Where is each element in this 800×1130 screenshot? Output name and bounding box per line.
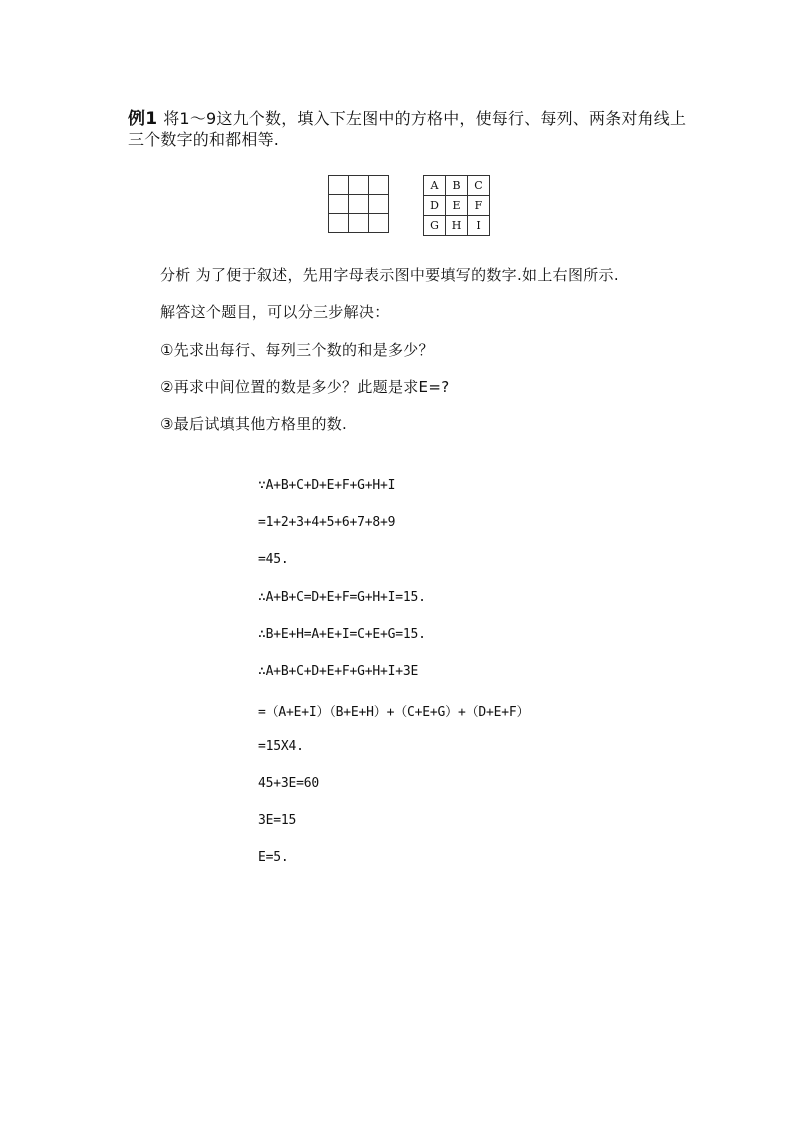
steps-intro: 解答这个题目，可以分三步解决： <box>160 303 390 321</box>
empty-cell <box>349 214 369 233</box>
step-2: ②再求中间位置的数是多少？此题是求E=? <box>160 378 450 396</box>
derivation-line: =（A+E+I）（B+E+H）+（C+E+G）+（D+E+F） <box>258 705 530 720</box>
problem-text-line-2: 三个数字的和都相等. <box>128 130 280 149</box>
grid-cell-c: C <box>468 176 490 196</box>
problem-text-line-1: 将1～9这九个数，填入下左图中的方格中，使每行、每列、两条对角线上 <box>163 109 687 128</box>
grid-cell-a: A <box>424 176 446 196</box>
letter-grid <box>423 175 490 236</box>
empty-cell <box>349 195 369 214</box>
derivation-line: =1+2+3+4+5+6+7+8+9 <box>258 515 396 530</box>
empty-cell <box>369 214 389 233</box>
derivation-line: ∴A+B+C+D+E+F+G+H+I+3E <box>258 664 419 679</box>
analysis-intro: 分析 为了便于叙述，先用字母表示图中要填写的数字.如上右图所示. <box>160 266 619 284</box>
derivation-line: =15X4. <box>258 739 304 754</box>
grid-cell-g: G <box>424 216 446 236</box>
grid-cell-d: D <box>424 196 446 216</box>
derivation-line: ∴A+B+C=D+E+F=G+H+I=15. <box>258 590 426 605</box>
empty-cell <box>349 176 369 195</box>
step-1: ①先求出每行、每列三个数的和是多少？ <box>160 341 434 359</box>
grid-cell-h: H <box>446 216 468 236</box>
derivation-line: =45. <box>258 552 289 567</box>
grid-cell-f: F <box>468 196 490 216</box>
empty-cell <box>369 176 389 195</box>
empty-cell <box>329 195 349 214</box>
grid-cell-i: I <box>468 216 490 236</box>
empty-cell <box>329 176 349 195</box>
derivation-line: ∵A+B+C+D+E+F+G+H+I <box>258 478 396 493</box>
derivation-line: E=5. <box>258 850 289 865</box>
derivation-line: ∴B+E+H=A+E+I=C+E+G=15. <box>258 627 426 642</box>
problem-label: 例1 <box>128 109 158 129</box>
empty-grid <box>328 175 389 233</box>
empty-cell <box>329 214 349 233</box>
derivation-line: 45+3E=60 <box>258 776 320 791</box>
problem-line-1 <box>128 104 686 129</box>
empty-cell <box>369 195 389 214</box>
grid-cell-e: E <box>446 196 468 216</box>
step-3: ③最后试填其他方格里的数. <box>160 415 348 433</box>
derivation-line: 3E=15 <box>258 813 297 828</box>
grid-cell-b: B <box>446 176 468 196</box>
